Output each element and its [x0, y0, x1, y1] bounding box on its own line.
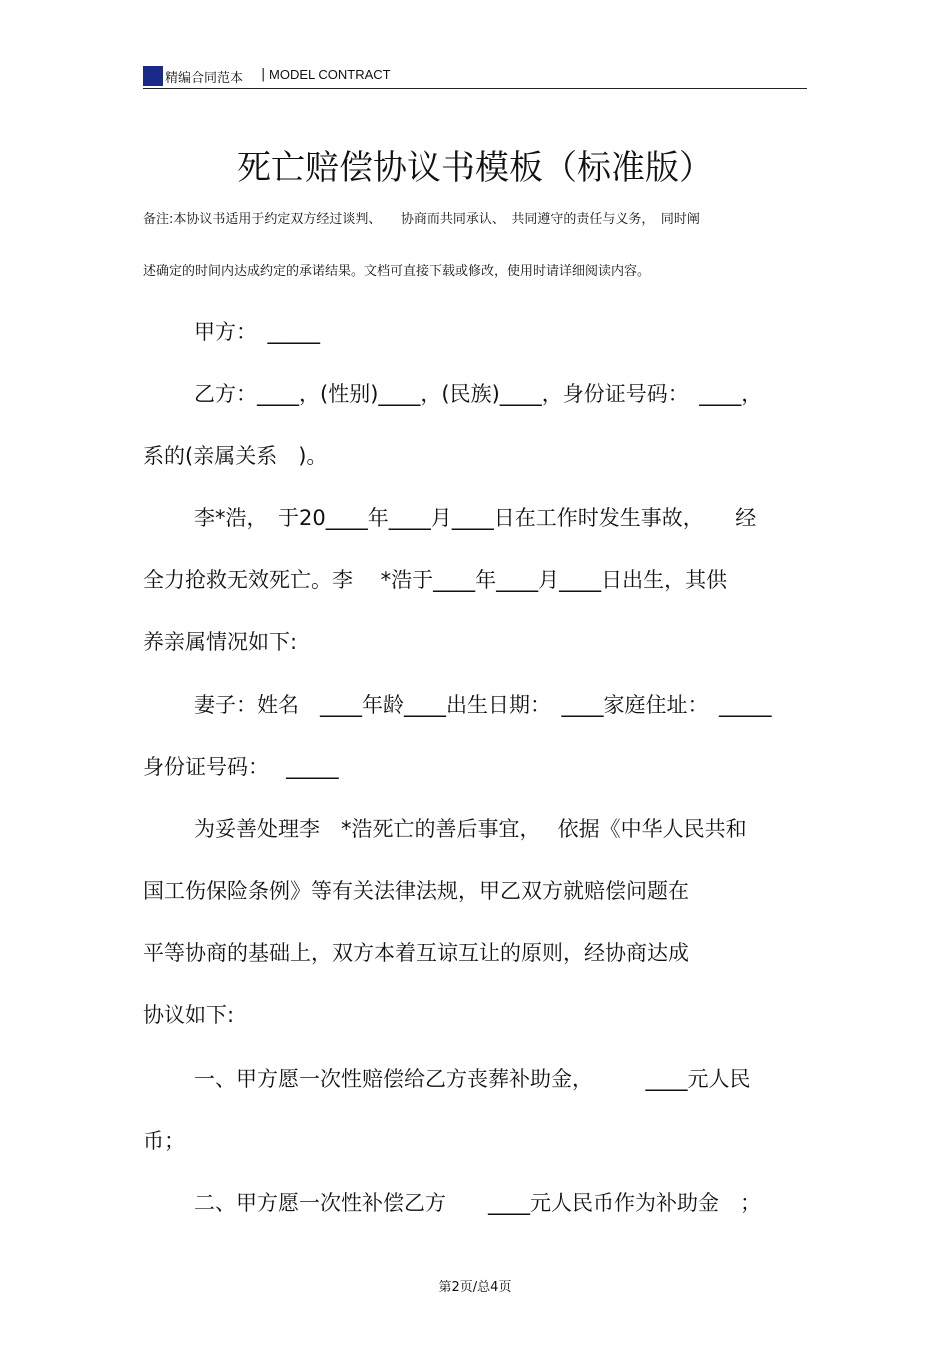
header-brand: 精编合同范本 — [165, 71, 244, 86]
clause-1-line-2: 币； — [143, 1129, 185, 1153]
note-line-2: 述确定的时间内达成约定的承诺结果。文档可直接下载或修改，使用时请详细阅读内容。 — [143, 264, 651, 279]
accident-line-2: 全力抢救无效死亡。李 *浩于____年____月____日出生，其供 — [143, 568, 728, 592]
wife-info-line: 妻子：姓名 ____年龄____出生日期： ____家庭住址： _____ — [194, 693, 772, 717]
party-b-line: 乙方：____，(性别)____，(民族)____，身份证号码： ____， — [194, 382, 763, 406]
accident-line-3: 养亲属情况如下: — [143, 630, 298, 654]
page-footer: 第2页/总4页 — [438, 1280, 512, 1295]
clause-2-line: 二、甲方愿一次性补偿乙方 ____元人民币作为补助金 ； — [194, 1191, 761, 1215]
basis-line-1: 为妥善处理李 *浩死亡的善后事宜， 依据《中华人民共和 — [194, 817, 747, 841]
party-a-line: 甲方： _____ — [194, 320, 320, 344]
accident-line-1: 李*浩， 于20____年____月____日在工作时发生事故， 经 — [194, 506, 757, 530]
document-title: 死亡赔偿协议书模板（标准版） — [237, 148, 713, 188]
page-header — [143, 64, 807, 89]
basis-line-3: 平等协商的基础上，双方本着互谅互让的原则，经协商达成 — [143, 941, 689, 965]
clause-1-line-1: 一、甲方愿一次性赔偿给乙方丧葬补助金， ____元人民 — [194, 1067, 751, 1091]
relation-line: 系的(亲属关系 )。 — [143, 444, 328, 468]
logo-icon — [143, 66, 163, 86]
note-line-1: 备注:本协议书适用于约定双方经过谈判、 协商而共同承认、 共同遵守的责任与义务， 同时阐 — [143, 212, 700, 227]
basis-line-2: 国工伤保险条例》等有关法律法规，甲乙双方就赔偿问题在 — [143, 879, 689, 903]
wife-id-line: 身份证号码： _____ — [143, 755, 339, 779]
basis-line-4: 协议如下: — [143, 1003, 235, 1027]
header-separator: | — [261, 67, 266, 82]
header-model-contract: MODEL CONTRACT — [269, 67, 391, 82]
